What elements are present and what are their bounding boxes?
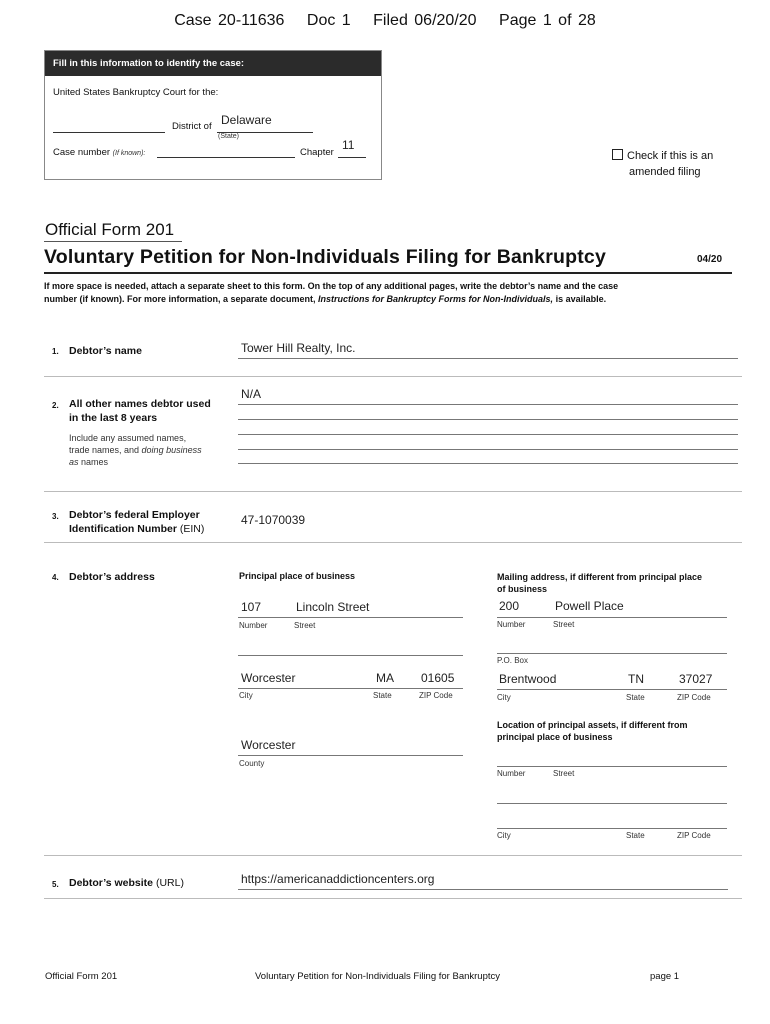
q4-label: Debtor’s address [69,571,155,583]
q1-number: 1. [52,347,59,356]
q5-label [69,876,184,890]
official-form-label: Official Form 201 [45,220,175,239]
if-known-label: (If known): [112,150,146,157]
q1-label: Debtor’s name [69,345,142,357]
mailing-zip-field[interactable]: 37027 [679,672,713,686]
amended-checkbox[interactable] [612,149,623,160]
separator [44,542,742,543]
case-identification-title: Fill in this information to identify the case: [45,51,381,76]
q3-number: 3. [52,512,59,521]
page-count-header: Page 1 of 28 [499,12,596,29]
intro-line2a: number (if known). For more information, a separate document, [44,294,319,304]
q3-label-line2b: (EIN) [176,523,205,535]
assets-title-line1: Location of principal assets, if different from [497,720,688,730]
other-names-field[interactable]: N/A [241,387,262,401]
footer-form-name: Official Form 201 [45,971,118,982]
mailing-title-line1: Mailing address, if different from principal place [497,572,703,582]
q2-line-5[interactable] [238,463,738,464]
mailing-city-label: City [497,693,511,702]
assets-street-line[interactable] [497,766,727,767]
q2-line-2[interactable] [238,419,738,420]
website-field[interactable]: https://americanaddictioncenters.org [241,872,435,886]
form-version: 04/20 [697,254,723,265]
q2-line-4[interactable] [238,449,738,450]
chapter-line [338,157,366,158]
q5-label-a: Debtor’s website [69,877,154,889]
mailing-street-field[interactable]: Powell Place [555,599,624,613]
assets-street-label: Street [553,769,575,778]
case-number-field[interactable] [157,157,295,158]
principal-city-field[interactable]: Worcester [241,671,296,685]
principal-number-field[interactable]: 107 [241,600,262,614]
mailing-zip-label: ZIP Code [677,693,711,702]
case-number-label: Case number [53,147,111,158]
assets-city-label: City [497,831,511,840]
q2-label-line1: All other names debtor used [69,398,211,410]
case-number-label-row [53,147,145,158]
debtor-name-field[interactable]: Tower Hill Realty, Inc. [241,341,356,355]
intro-line1: If more space is needed, attach a separate sheet to this form. On the top of any additional pages, write the debtor’s name and the case [44,281,619,291]
q1-line [238,358,738,359]
mailing-street-label: Street [553,620,575,629]
principal-county-label: County [239,759,265,768]
footer-form-title: Voluntary Petition for Non-Individuals Filing for Bankruptcy [255,971,501,982]
q2-label-line2: in the last 8 years [69,412,158,424]
assets-city-line[interactable] [497,828,727,829]
court-label: United States Bankruptcy Court for the: [53,87,219,98]
q2-line-1[interactable] [238,404,738,405]
district-value[interactable]: Delaware [221,113,272,127]
amended-line2: amended filing [629,166,701,178]
mailing-number-label: Number [497,620,526,629]
mailing-city-field[interactable]: Brentwood [499,672,557,686]
assets-zip-label: ZIP Code [677,831,711,840]
principal-street-line [238,617,463,618]
case-number-header: Case 20-11636 [174,12,285,29]
chapter-value[interactable]: 11 [342,138,355,152]
q2-help-text [69,432,202,468]
footer-page-number: page 1 [650,971,680,982]
amended-filing[interactable] [612,148,713,180]
q5-number: 5. [52,880,59,889]
website-line [238,889,728,890]
principal-assets-title [497,719,688,743]
case-header [0,12,770,30]
principal-city-label: City [239,691,253,700]
mailing-number-field[interactable]: 200 [499,599,520,613]
q2-label [69,397,211,425]
doc-number-header: Doc 1 [306,12,351,29]
q2-help-line2a: trade names, and [69,445,142,455]
filed-date-header: Filed 06/20/20 [373,12,477,29]
q3-label-line2a: Identification Number [69,523,177,535]
assets-state-label: State [626,831,645,840]
state-sublabel: (State) [218,133,240,140]
mailing-street-line [497,617,727,618]
principal-state-field[interactable]: MA [376,671,394,685]
assets-title-line2: principal place of business [497,732,613,742]
ein-field[interactable]: 47-1070039 [241,513,306,527]
principal-place-title: Principal place of business [239,571,356,581]
q4-number: 4. [52,573,59,582]
mailing-po-box-line[interactable] [497,653,727,654]
principal-street-label: Street [294,621,316,630]
amended-line1: Check if this is an [627,150,714,162]
blank-line [53,132,165,133]
mailing-state-field[interactable]: TN [628,672,644,686]
separator [44,491,742,492]
po-box-label: P.O. Box [497,656,528,665]
q3-label [69,508,204,536]
district-of-label: District of [172,121,212,132]
q2-number: 2. [52,401,59,410]
separator [44,898,742,899]
title-rule [44,272,732,274]
q5-label-b: (URL) [153,877,184,889]
case-identification-box [44,50,382,180]
q2-help-line1: Include any assumed names, [69,433,187,443]
mailing-address-title [497,571,702,595]
mailing-title-line2: of business [497,584,548,594]
mailing-state-label: State [626,693,645,702]
assets-street-line-2[interactable] [497,803,727,804]
q2-line-3[interactable] [238,434,738,435]
principal-street-line-2[interactable] [238,655,463,656]
principal-street-field[interactable]: Lincoln Street [296,600,370,614]
principal-state-label: State [373,691,392,700]
principal-zip-field[interactable]: 01605 [421,671,455,685]
form-title: Voluntary Petition for Non-Individuals Filing for Bankruptcy [44,246,606,268]
principal-city-line [238,688,463,689]
q2-help-line3a: as [69,457,79,467]
q2-help-line3b: names [78,457,109,467]
instructions-doc-name: Instructions for Bankruptcy Forms for Non-Individuals, [318,294,554,304]
principal-county-field[interactable]: Worcester [241,738,296,752]
intro-line2c: is available. [553,294,607,304]
separator [44,376,742,377]
q2-help-line2b: doing business [141,445,202,455]
principal-county-line [238,755,463,756]
principal-zip-label: ZIP Code [419,691,453,700]
principal-number-label: Number [239,621,268,630]
official-form-underline [44,241,182,242]
q3-label-line1: Debtor’s federal Employer [69,509,200,521]
mailing-city-line [497,689,727,690]
assets-number-label: Number [497,769,526,778]
form-intro [44,280,744,306]
separator [44,855,742,856]
chapter-label: Chapter [300,147,334,158]
